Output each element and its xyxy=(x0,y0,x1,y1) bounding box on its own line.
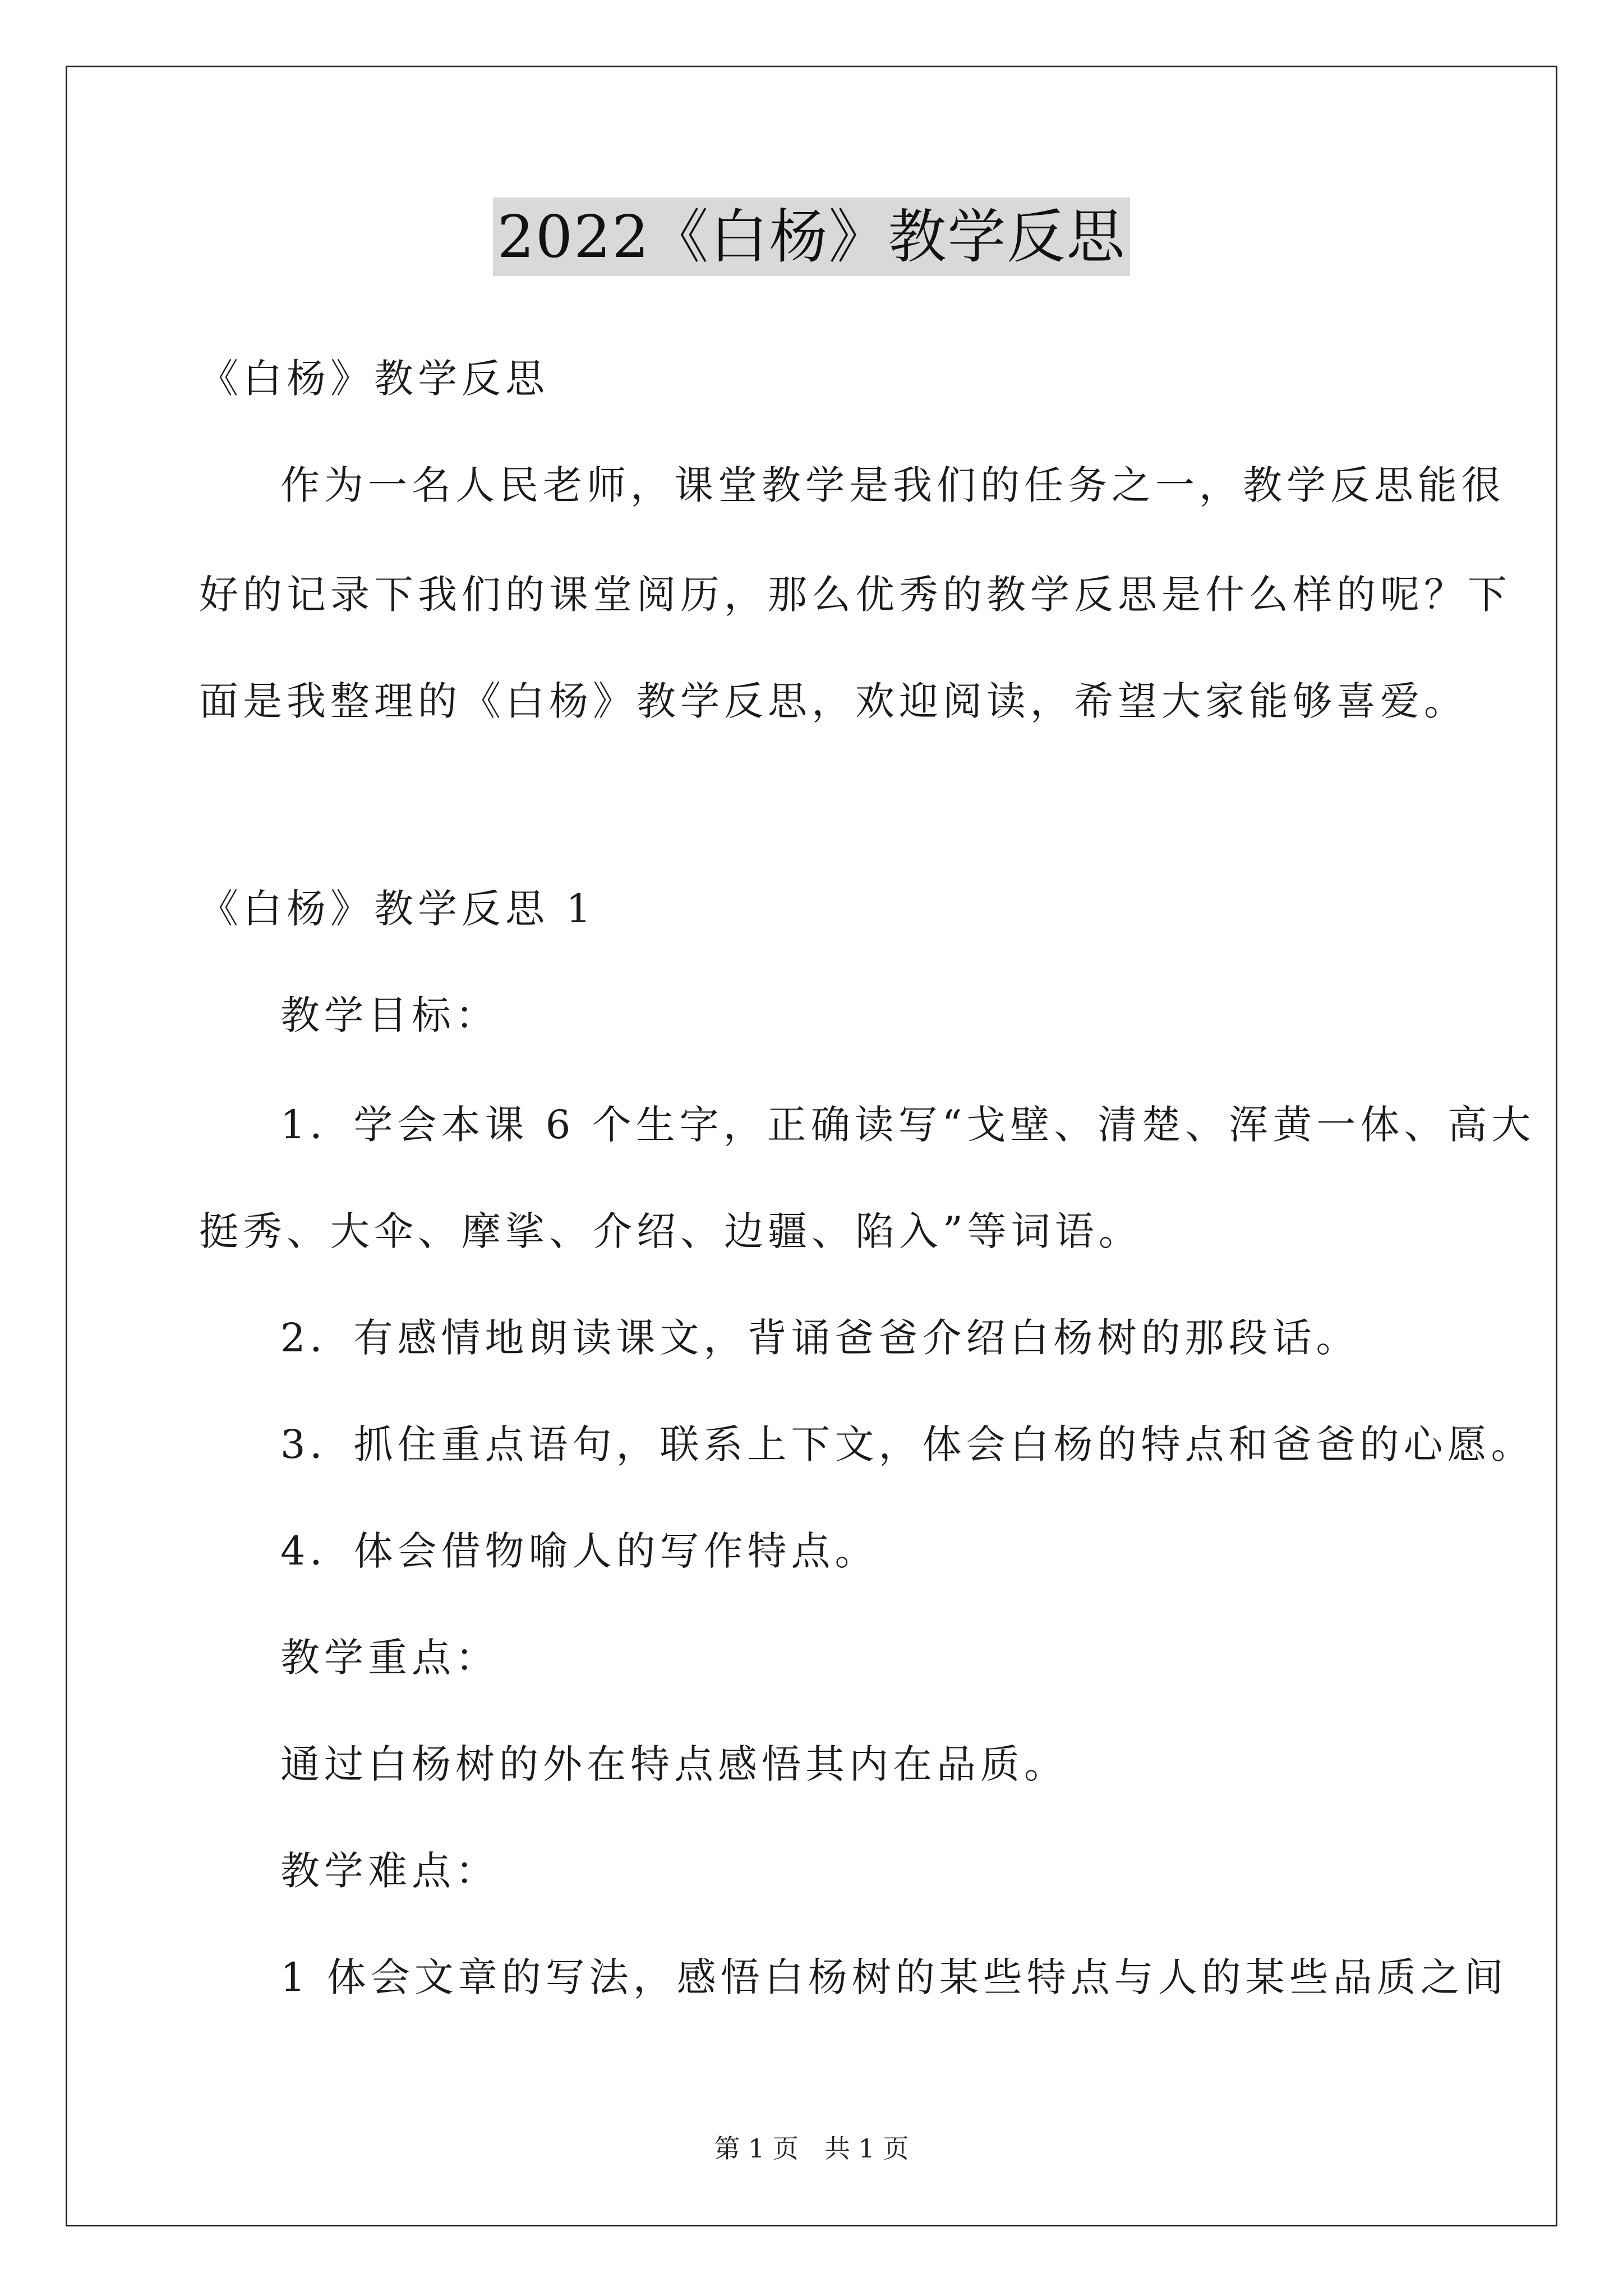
section-heading: 《白杨》教学反思 xyxy=(199,356,549,402)
section-heading: 《白杨》教学反思 1 xyxy=(199,886,596,932)
list-item: 4．体会借物喻人的写作特点。 xyxy=(280,1528,879,1574)
list-item: 3．抓住重点语句，联系上下文，体会白杨的特点和爸爸的心愿。 xyxy=(280,1421,1535,1467)
paragraph-line: 作为一名人民老师，课堂教学是我们的任务之一，教学反思能很 xyxy=(280,462,1505,508)
document-title: 2022《白杨》教学反思 xyxy=(493,197,1131,276)
list-item: 1．学会本课 6 个生字，正确读写“戈壁、清楚、浑黄一体、高大 xyxy=(280,1102,1536,1148)
subheading: 教学目标： xyxy=(280,992,499,1038)
subheading: 教学重点： xyxy=(280,1635,499,1681)
paragraph-line: 通过白杨树的外在特点感悟其内在品质。 xyxy=(280,1741,1068,1787)
list-item-cont: 挺秀、大伞、摩挲、介绍、边疆、陷入”等词语。 xyxy=(199,1208,1142,1254)
paragraph-line: 好的记录下我们的课堂阅历，那么优秀的教学反思是什么样的呢？下 xyxy=(199,572,1511,618)
title-container xyxy=(0,197,1623,276)
paragraph-line: 面是我整理的《白杨》教学反思，欢迎阅读，希望大家能够喜爱。 xyxy=(199,678,1468,724)
list-item: 2．有感情地朗读课文，背诵爸爸介绍白杨树的那段话。 xyxy=(280,1315,1360,1361)
paragraph-line: 1 体会文章的写法，感悟白杨树的某些特点与人的某些品质之间 xyxy=(280,1954,1508,2000)
page-number-footer: 第 1 页 共 1 页 xyxy=(714,2133,909,2164)
subheading: 教学难点： xyxy=(280,1848,499,1894)
